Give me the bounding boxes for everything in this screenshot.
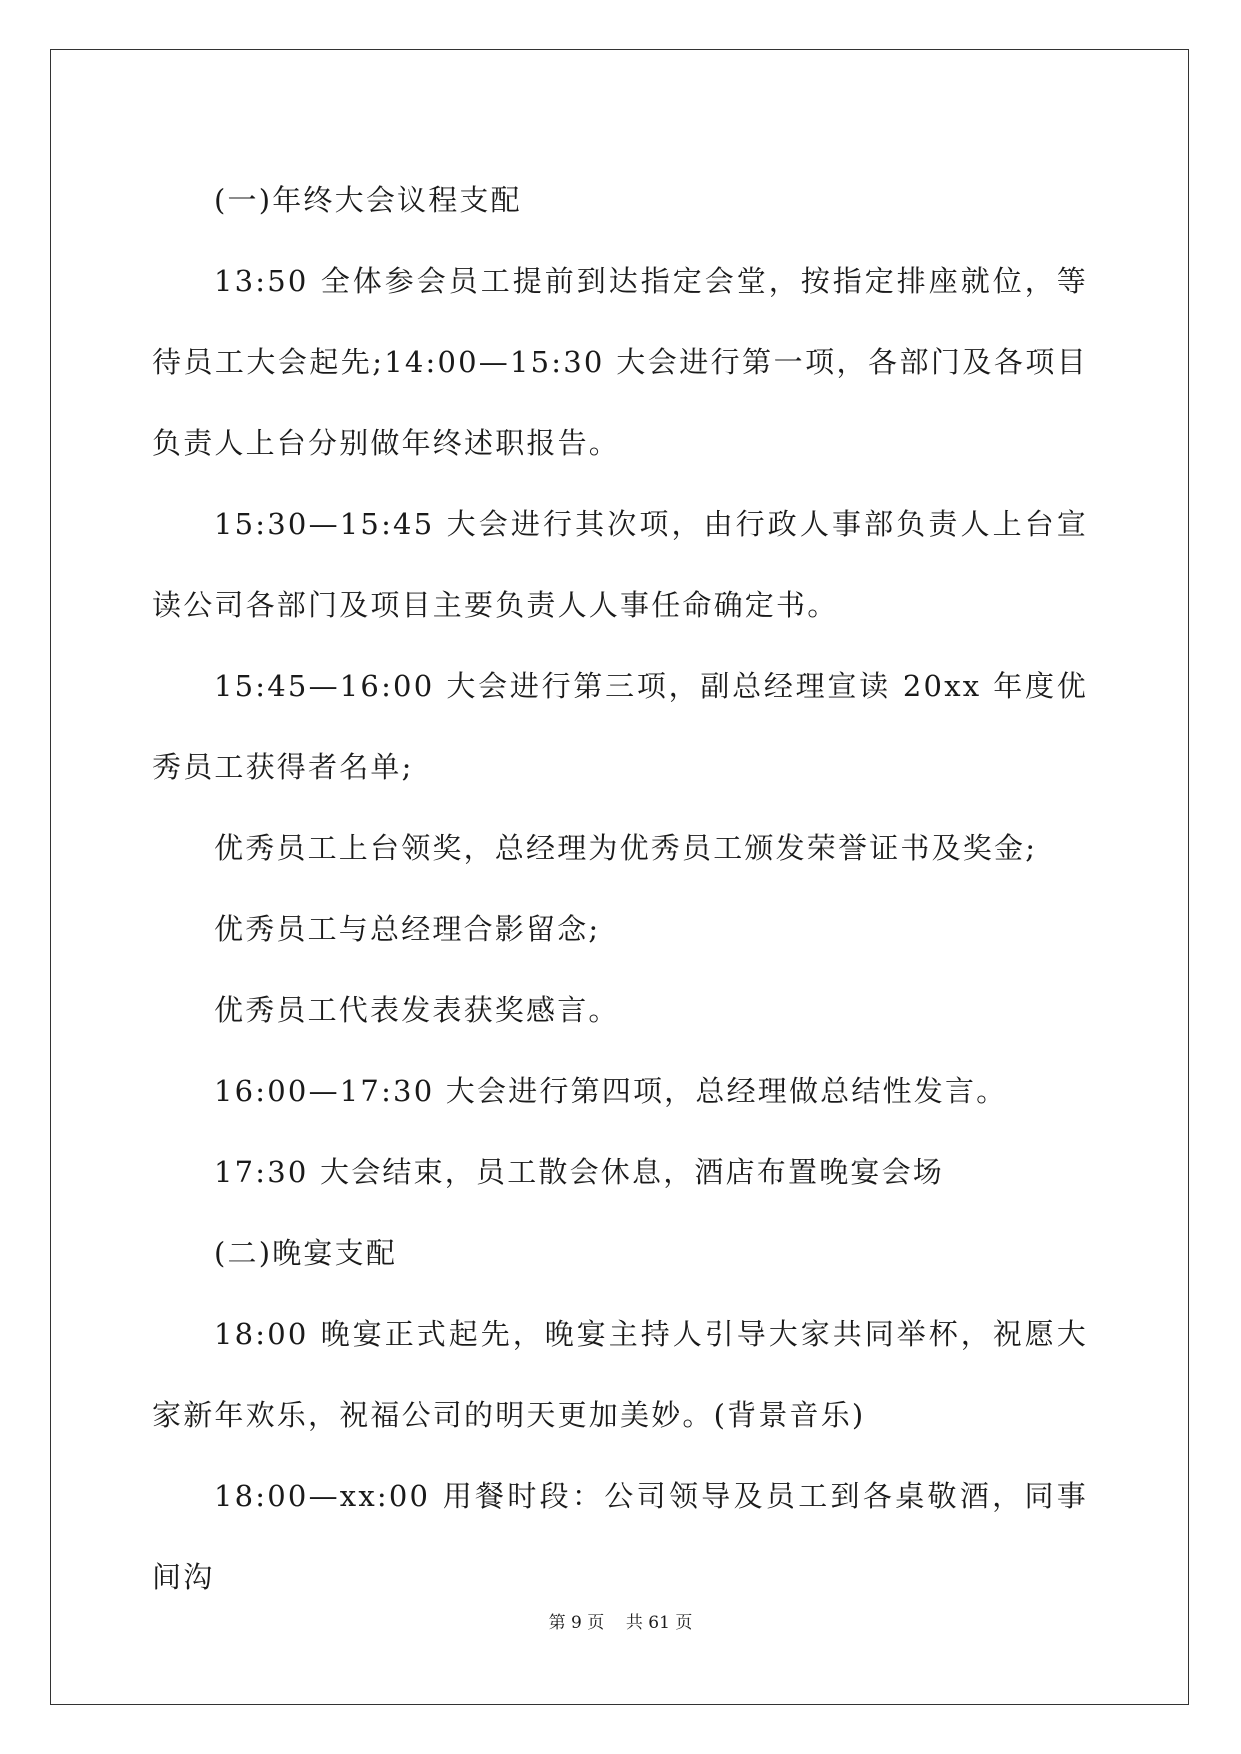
paragraph: 优秀员工代表发表获奖感言。 <box>214 993 620 1027</box>
paragraph: 18:00 晚宴正式起先，晚宴主持人引导大家共同举杯，祝愿大家新年欢乐，祝福公司的明天更加美妙。(背景音乐) <box>152 1317 1088 1432</box>
paragraph: 17:30 大会结束，员工散会休息，酒店布置晚宴会场 <box>214 1155 944 1189</box>
paragraph: 15:30—15:45 大会进行其次项，由行政人事部负责人上台宣读公司各部门及项目主要负责人人事任命确定书。 <box>152 507 1088 622</box>
section-heading-annual-meeting: (一)年终大会议程支配 <box>214 183 522 217</box>
paragraph: 优秀员工与总经理合影留念; <box>214 912 601 946</box>
document-body <box>152 160 1088 1618</box>
paragraph: 18:00—xx:00 用餐时段：公司领导及员工到各桌敬酒，同事间沟 <box>152 1479 1088 1594</box>
section-heading-banquet: (二)晚宴支配 <box>214 1236 398 1270</box>
page-number-footer: 第 9 页 共 61 页 <box>548 1613 693 1633</box>
paragraph: 15:45—16:00 大会进行第三项，副总经理宣读 20xx 年度优秀员工获得者名单; <box>152 669 1088 784</box>
paragraph: 13:50 全体参会员工提前到达指定会堂，按指定排座就位，等待员工大会起先;14:00—15:30 大会进行第一项，各部门及各项目负责人上台分别做年终述职报告。 <box>152 264 1088 460</box>
paragraph: 16:00—17:30 大会进行第四项，总经理做总结性发言。 <box>214 1074 1008 1108</box>
paragraph: 优秀员工上台领奖，总经理为优秀员工颁发荣誉证书及奖金; <box>214 831 1038 865</box>
